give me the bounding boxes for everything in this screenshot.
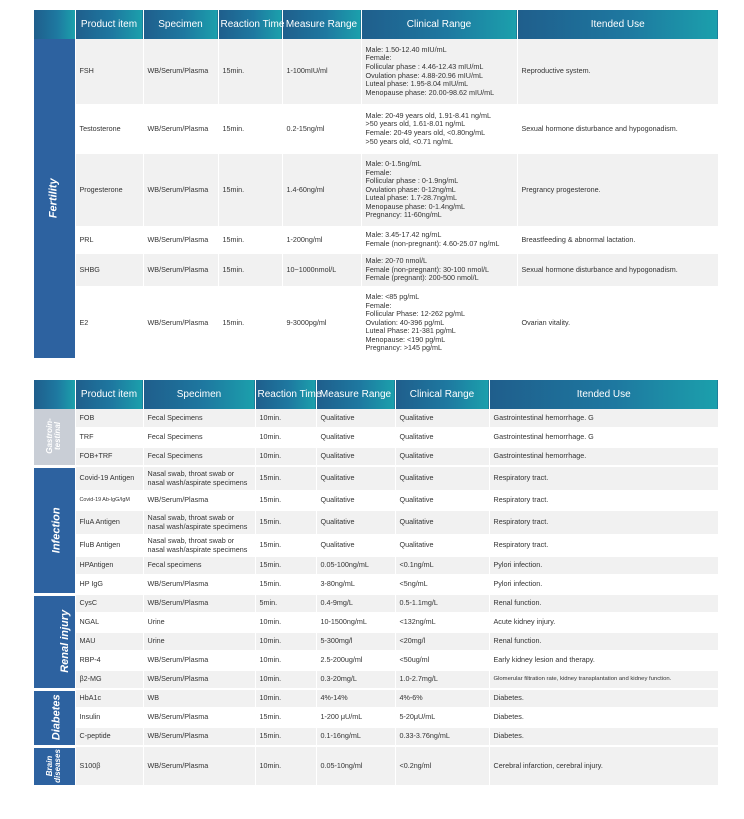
- intended-use: Respiratory tract.: [489, 491, 718, 510]
- clinical-range-line: >50 years old, <0.71 ng/mL: [365, 136, 454, 146]
- category-label: Renal injury: [59, 610, 72, 674]
- product-item: C-peptide: [75, 727, 143, 746]
- clinical-range: Qualitative: [395, 447, 489, 466]
- category-infection: [34, 466, 75, 594]
- reaction-time: 10min.: [255, 613, 316, 632]
- header-product-item: Product item: [75, 10, 143, 39]
- table-row: [34, 428, 718, 447]
- header-row: [34, 380, 718, 409]
- header-measure-range: Measure Range: [316, 380, 395, 409]
- product-item: FOB+TRF: [75, 447, 143, 466]
- clinical-range-line: Female:: [365, 167, 392, 177]
- measure-range: 0.4-9mg/L: [316, 594, 395, 613]
- clinical-range: Qualitative: [395, 491, 489, 510]
- measure-range: Qualitative: [316, 491, 395, 510]
- product-item: E2: [75, 287, 143, 359]
- clinical-range: <20mg/l: [395, 632, 489, 651]
- measure-range: Qualitative: [316, 409, 395, 428]
- clinical-range-line: Male: <85 pg/mL: [365, 291, 420, 301]
- table-row: [34, 689, 718, 708]
- table-row: [34, 227, 718, 253]
- measure-range: Qualitative: [316, 535, 395, 556]
- clinical-range: Qualitative: [395, 510, 489, 535]
- specimen: WB/Serum/Plasma: [143, 227, 218, 253]
- specimen: WB/Serum/Plasma: [143, 670, 255, 689]
- reaction-time: 15min.: [218, 227, 282, 253]
- specimen: Nasal swab, throat swab or nasal wash/aspirate specimens: [143, 535, 255, 556]
- clinical-range-line: Female:: [365, 300, 392, 310]
- clinical-range-line: Female:: [365, 53, 392, 63]
- table-row: [34, 727, 718, 746]
- reaction-time: 5min.: [255, 594, 316, 613]
- clinical-range-line: Female (non-pregnant): 30-100 nmol/L: [365, 264, 489, 274]
- intended-use: Breastfeeding & abnormal lactation.: [517, 227, 718, 253]
- clinical-range: Qualitative: [395, 466, 489, 491]
- product-item: TRF: [75, 428, 143, 447]
- product-item: SHBG: [75, 253, 143, 287]
- clinical-range: 0.33-3.76ng/mL: [395, 727, 489, 746]
- product-item: Covid-19 Ab-IgG/IgM: [75, 491, 143, 510]
- product-item: S100β: [75, 746, 143, 786]
- header-intended-use: Itended Use: [517, 10, 718, 39]
- reaction-time: 15min.: [218, 253, 282, 287]
- clinical-range: 0.5-1.1mg/L: [395, 594, 489, 613]
- intended-use: Respiratory tract.: [489, 535, 718, 556]
- table-row: [34, 409, 718, 428]
- clinical-range-line: Male: 20-70 nmol/L: [365, 256, 428, 266]
- table-row: [34, 153, 718, 227]
- reaction-time: 15min.: [255, 535, 316, 556]
- product-item: PRL: [75, 227, 143, 253]
- measure-range: 3-80ng/mL: [316, 575, 395, 594]
- measure-range: 0.05-10ng/ml: [316, 746, 395, 786]
- intended-use: Gastrointestinal hemorrhage. G: [489, 428, 718, 447]
- category-label: Gastroin- testinal: [45, 418, 63, 455]
- reaction-time: 15min.: [255, 491, 316, 510]
- clinical-range: Qualitative: [395, 535, 489, 556]
- clinical-range: 1.0-2.7mg/L: [395, 670, 489, 689]
- clinical-range-line: Female: 20-49 years old, <0.80ng/mL: [365, 128, 486, 137]
- reaction-time: 15min.: [255, 575, 316, 594]
- specimen: Fecal Specimens: [143, 409, 255, 428]
- product-item: NGAL: [75, 613, 143, 632]
- header-clinical-range: Clinical Range: [361, 10, 517, 39]
- product-item: Insulin: [75, 708, 143, 727]
- category-diabetes: [34, 689, 75, 746]
- product-item: FSH: [75, 39, 143, 105]
- clinical-range-line: Pregnancy: >145 pg/mL: [365, 343, 443, 353]
- header-specimen: Specimen: [143, 380, 255, 409]
- measure-range: 0.05-100ng/mL: [316, 556, 395, 575]
- measure-range: Qualitative: [316, 447, 395, 466]
- table-row: [34, 287, 718, 359]
- header-measure-range: Measure Range: [282, 10, 361, 39]
- table-row: [34, 105, 718, 153]
- reaction-time: 15min.: [255, 510, 316, 535]
- clinical-range-line: Male: 3.45-17.42 ng/mL: [365, 230, 442, 240]
- product-item: Testosterone: [75, 105, 143, 153]
- header-blank: [34, 10, 75, 39]
- intended-use: Diabetes.: [489, 689, 718, 708]
- reaction-time: 15min.: [218, 153, 282, 227]
- product-item: FluB Antigen: [75, 535, 143, 556]
- clinical-range-line: Follicular phase : 0-1.9ng/mL: [365, 176, 459, 186]
- specimen: Nasal swab, throat swab or nasal wash/aspirate specimens: [143, 466, 255, 491]
- specimen: WB/Serum/Plasma: [143, 39, 218, 105]
- clinical-range-line: Male: 20-49 years old, 1.91-8.41 ng/mL: [365, 110, 491, 120]
- table-row: [34, 575, 718, 594]
- header-product-item: Product item: [75, 380, 143, 409]
- specimen: WB/Serum/Plasma: [143, 491, 255, 510]
- clinical-range-line: Luteal Phase: 21-381 pg/mL: [365, 326, 456, 336]
- product-item: HbA1c: [75, 689, 143, 708]
- reaction-time: 10min.: [255, 428, 316, 447]
- category-label: Fertility: [47, 178, 60, 219]
- clinical-range-line: Ovulation: 40-396 pg/mL: [365, 317, 445, 327]
- product-item: Progesterone: [75, 153, 143, 227]
- clinical-range: [361, 287, 517, 359]
- clinical-range: Qualitative: [395, 428, 489, 447]
- specimen: Fecal specimens: [143, 556, 255, 575]
- clinical-range: <132ng/mL: [395, 613, 489, 632]
- product-item: Covid-19 Antigen: [75, 466, 143, 491]
- intended-use: Reproductive system.: [517, 39, 718, 105]
- intended-use: Pylori infection.: [489, 556, 718, 575]
- clinical-range-line: Luteal phase: 1.95-8.04 mIU/mL: [365, 79, 469, 89]
- header-reaction-time: Reaction Time: [218, 10, 282, 39]
- specimen: Urine: [143, 613, 255, 632]
- measure-range: Qualitative: [316, 466, 395, 491]
- measure-range: 1.4-60ng/ml: [282, 153, 361, 227]
- category-label: Infection: [50, 507, 63, 554]
- intended-use: Renal function.: [489, 632, 718, 651]
- category-fertility: [34, 39, 75, 359]
- clinical-range: [361, 253, 517, 287]
- clinical-range-line: Male: 0-1.5ng/mL: [365, 158, 422, 168]
- measure-range: 1-200 μU/mL: [316, 708, 395, 727]
- specimen: WB/Serum/Plasma: [143, 153, 218, 227]
- reaction-time: 10min.: [255, 447, 316, 466]
- specimen: WB/Serum/Plasma: [143, 575, 255, 594]
- reaction-time: 15min.: [218, 287, 282, 359]
- intended-use: Sexual hormone disturbance and hypogonadism.: [517, 253, 718, 287]
- reaction-time: 15min.: [218, 39, 282, 105]
- product-item: MAU: [75, 632, 143, 651]
- specimen: WB/Serum/Plasma: [143, 594, 255, 613]
- table-row: [34, 447, 718, 466]
- measure-range: 10~1000nmol/L: [282, 253, 361, 287]
- measure-range: Qualitative: [316, 510, 395, 535]
- specimen: Urine: [143, 632, 255, 651]
- intended-use: Diabetes.: [489, 727, 718, 746]
- specimen: WB/Serum/Plasma: [143, 708, 255, 727]
- measure-range: 9-3000pg/ml: [282, 287, 361, 359]
- measure-range: 10-1500ng/mL: [316, 613, 395, 632]
- clinical-range: [361, 153, 517, 227]
- reaction-time: 15min.: [218, 105, 282, 153]
- table-row: [34, 594, 718, 613]
- category-renal: [34, 594, 75, 689]
- category-label: Diabetes: [50, 694, 63, 741]
- reaction-time: 10min.: [255, 632, 316, 651]
- clinical-range: <0.1ng/mL: [395, 556, 489, 575]
- clinical-range: [361, 227, 517, 253]
- header-row: [34, 10, 718, 39]
- table-row: [34, 39, 718, 105]
- intended-use: Pregrancy progesterone.: [517, 153, 718, 227]
- clinical-range-line: Female (pregnant): 200-500 nmol/L: [365, 273, 479, 283]
- product-item: β2-MG: [75, 670, 143, 689]
- header-reaction-time: Reaction Time: [255, 380, 316, 409]
- measure-range: 4%-14%: [316, 689, 395, 708]
- reaction-time: 15min.: [255, 708, 316, 727]
- intended-use: Respiratory tract.: [489, 510, 718, 535]
- intended-use: Pylori infection.: [489, 575, 718, 594]
- specimen: WB/Serum/Plasma: [143, 651, 255, 670]
- product-item: CysC: [75, 594, 143, 613]
- other-tests-table: [34, 380, 719, 788]
- clinical-range: 4%-6%: [395, 689, 489, 708]
- product-item: FOB: [75, 409, 143, 428]
- measure-range: 0.1-16ng/mL: [316, 727, 395, 746]
- reaction-time: 15min.: [255, 466, 316, 491]
- reaction-time: 10min.: [255, 670, 316, 689]
- measure-range: 0.3-20mg/L: [316, 670, 395, 689]
- clinical-range: [361, 105, 517, 153]
- table-row: [34, 613, 718, 632]
- table-row: [34, 670, 718, 689]
- clinical-range-line: Menopause phase: 0-1.4ng/mL: [365, 201, 465, 211]
- intended-use: Sexual hormone disturbance and hypogonadism.: [517, 105, 718, 153]
- category-gastro: [34, 409, 75, 466]
- reaction-time: 10min.: [255, 746, 316, 786]
- clinical-range-line: Follicular phase : 4.46-12.43 mIU/mL: [365, 61, 484, 71]
- table-row: [34, 466, 718, 491]
- measure-range: 1-100mIU/ml: [282, 39, 361, 105]
- table-row: [34, 491, 718, 510]
- clinical-range: Qualitative: [395, 409, 489, 428]
- reaction-time: 15min.: [255, 556, 316, 575]
- clinical-range-line: Female (non-pregnant): 4.60-25.07 ng/mL: [365, 239, 500, 248]
- intended-use: Acute kidney injury.: [489, 613, 718, 632]
- table-row: [34, 556, 718, 575]
- intended-use: Renal function.: [489, 594, 718, 613]
- intended-use: Early kidney lesion and therapy.: [489, 651, 718, 670]
- clinical-range-line: Follicular Phase: 12-262 pg/mL: [365, 309, 465, 319]
- table-row: [34, 253, 718, 287]
- clinical-range-line: Ovulation phase: 0-12ng/mL: [365, 184, 456, 194]
- clinical-range-line: Menopause: <190 pg/mL: [365, 334, 446, 344]
- table-row: [34, 510, 718, 535]
- measure-range: 2.5-200ug/ml: [316, 651, 395, 670]
- clinical-range-line: Male: 1.50-12.40 mIU/mL: [365, 44, 447, 54]
- clinical-range: 5-20μU/mL: [395, 708, 489, 727]
- specimen: WB/Serum/Plasma: [143, 727, 255, 746]
- table-row: [34, 632, 718, 651]
- clinical-range-line: Pregnancy: 11-60ng/mL: [365, 210, 442, 220]
- header-intended-use: Itended Use: [489, 380, 718, 409]
- category-label: Brain diseases: [45, 749, 63, 784]
- specimen: Nasal swab, throat swab or nasal wash/aspirate specimens: [143, 510, 255, 535]
- specimen: WB: [143, 689, 255, 708]
- clinical-range: <0.2ng/ml: [395, 746, 489, 786]
- measure-range: Qualitative: [316, 428, 395, 447]
- clinical-range-line: Ovulation phase: 4.88-20.96 mIU/mL: [365, 70, 483, 80]
- intended-use: Gastrointestinal hemorrhage.: [489, 447, 718, 466]
- table-row: [34, 535, 718, 556]
- specimen: Fecal Specimens: [143, 428, 255, 447]
- specimen: WB/Serum/Plasma: [143, 253, 218, 287]
- intended-use: Glomerular filtration rate, kidney transplantation and kidney function.: [489, 670, 718, 689]
- fertility-table: [34, 10, 719, 361]
- header-blank: [34, 380, 75, 409]
- product-item: HPAntigen: [75, 556, 143, 575]
- specimen: WB/Serum/Plasma: [143, 105, 218, 153]
- specimen: WB/Serum/Plasma: [143, 746, 255, 786]
- specimen: Fecal Specimens: [143, 447, 255, 466]
- product-item: RBP-4: [75, 651, 143, 670]
- clinical-range: [361, 39, 517, 105]
- clinical-range: <50ug/ml: [395, 651, 489, 670]
- intended-use: Cerebral infarction, cerebral injury.: [489, 746, 718, 786]
- table-row: [34, 708, 718, 727]
- intended-use: Respiratory tract.: [489, 466, 718, 491]
- category-brain: [34, 746, 75, 786]
- clinical-range-line: >50 years old, 1.61-8.01 ng/mL: [365, 119, 466, 129]
- intended-use: Ovarian vitality.: [517, 287, 718, 359]
- clinical-range-line: Menopause phase: 20.00-98.62 mIU/mL: [365, 87, 495, 97]
- intended-use: Diabetes.: [489, 708, 718, 727]
- clinical-range-line: Luteal phase: 1.7-28.7ng/mL: [365, 193, 458, 203]
- specimen: WB/Serum/Plasma: [143, 287, 218, 359]
- measure-range: 1-200ng/ml: [282, 227, 361, 253]
- product-item: HP IgG: [75, 575, 143, 594]
- reaction-time: 10min.: [255, 689, 316, 708]
- table-row: [34, 651, 718, 670]
- measure-range: 0.2-15ng/ml: [282, 105, 361, 153]
- product-item: FluA Antigen: [75, 510, 143, 535]
- header-clinical-range: Clinical Range: [395, 380, 489, 409]
- reaction-time: 15min.: [255, 727, 316, 746]
- reaction-time: 10min.: [255, 651, 316, 670]
- clinical-range: <5ng/mL: [395, 575, 489, 594]
- intended-use: Gastrointestinal hemorrhage. G: [489, 409, 718, 428]
- reaction-time: 10min.: [255, 409, 316, 428]
- measure-range: 5-300mg/l: [316, 632, 395, 651]
- header-specimen: Specimen: [143, 10, 218, 39]
- table-row: [34, 746, 718, 786]
